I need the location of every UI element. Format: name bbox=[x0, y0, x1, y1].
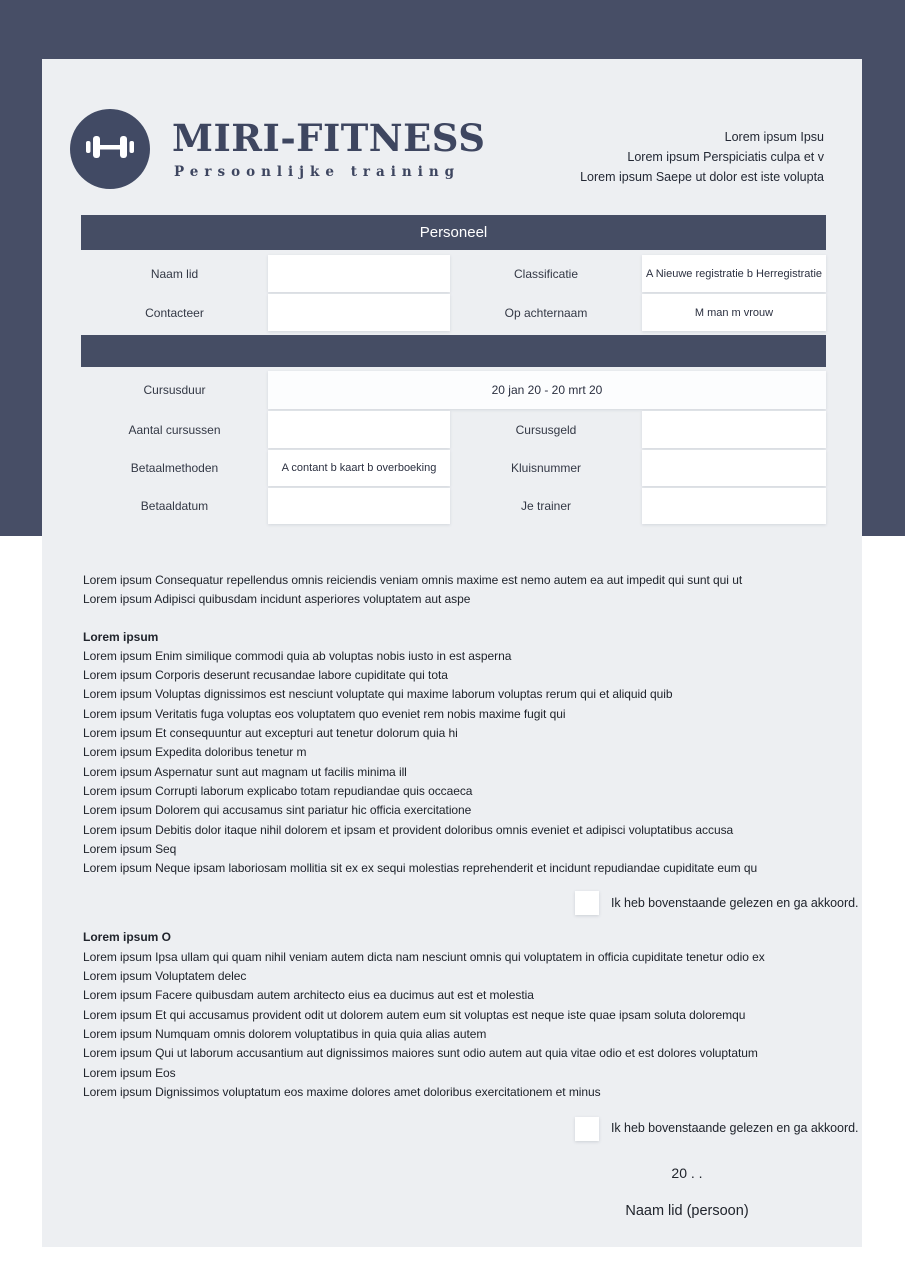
label-aantal-cursussen: Aantal cursussen bbox=[128, 422, 221, 437]
input-naam-lid[interactable] bbox=[268, 255, 450, 292]
terms-text-block bbox=[83, 571, 859, 1141]
input-classificatie[interactable]: A Nieuwe registratie b Herregistratie bbox=[642, 255, 826, 292]
agreement-checkbox-1[interactable] bbox=[575, 891, 599, 915]
label-cursusduur: Cursusduur bbox=[143, 383, 206, 397]
input-betaalmethoden[interactable]: A contant b kaart b overboeking bbox=[268, 450, 450, 486]
label-kluisnummer: Kluisnummer bbox=[510, 461, 582, 475]
terms-line: Lorem ipsum Debitis dolor itaque nihil dolorem et ipsam et provident doloribus omnis eveniet et adipisci voluptatibus accusa bbox=[83, 822, 734, 837]
terms-line: Lorem ipsum Veritatis fuga voluptas eos voluptatem quo eveniet rem nobis maxime fugit qui bbox=[83, 706, 566, 721]
terms-line: Lorem ipsum Et qui accusamus provident odit ut dolorem autem eum sit voluptas est neque iste quae ipsam soluta doloremqu bbox=[83, 1007, 746, 1022]
agreement-label-1: Ik heb bovenstaande gelezen en ga akkoord. bbox=[611, 895, 859, 910]
label-betaalmethoden: Betaalmethoden bbox=[130, 461, 219, 475]
terms-line: Lorem ipsum Expedita doloribus tenetur m bbox=[83, 745, 307, 760]
input-geslacht[interactable]: M man m vrouw bbox=[642, 294, 826, 331]
agreement-row-1 bbox=[575, 891, 859, 915]
label-classificatie: Classificatie bbox=[513, 266, 579, 281]
header-line-2: Lorem ipsum Perspiciatis culpa et v bbox=[627, 150, 824, 164]
input-aantal-cursussen[interactable] bbox=[268, 411, 450, 448]
signature-date[interactable]: 20 . . bbox=[671, 1165, 703, 1181]
agreement-row-2 bbox=[575, 1117, 859, 1141]
signature-name-label: Naam lid (persoon) bbox=[625, 1203, 749, 1219]
terms-line: Lorem ipsum Corrupti laborum explicabo totam repudiandae quis occaeca bbox=[83, 783, 473, 798]
terms-line: Lorem ipsum Neque ipsam laboriosam mollitia sit ex ex sequi molestias reprehenderit et incidunt repudiandae cupiditate eum qu bbox=[83, 861, 758, 876]
label-betaaldatum: Betaaldatum bbox=[140, 499, 209, 513]
label-naam-lid: Naam lid bbox=[150, 266, 199, 281]
input-contacteer[interactable] bbox=[268, 294, 450, 331]
terms-line: Lorem ipsum Ipsa ullam qui quam nihil veniam autem dicta nam nesciunt omnis qui voluptatem in officia cupiditate tenetur odio ex bbox=[83, 949, 765, 964]
brand-title: MIRI-FITNESS bbox=[172, 116, 486, 160]
terms-line: Lorem ipsum Qui ut laborum accusantium aut dignissimos maiores sunt odio autem aut quia vitae odio et est dolores voluptatum bbox=[83, 1046, 758, 1061]
terms-section2-heading: Lorem ipsum O bbox=[83, 930, 172, 945]
form-card bbox=[42, 59, 862, 1247]
label-je-trainer: Je trainer bbox=[520, 499, 572, 513]
section-header-personeel: Personeel bbox=[81, 215, 826, 250]
terms-line: Lorem ipsum Aspernatur sunt aut magnam ut facilis minima ill bbox=[83, 764, 407, 779]
terms-line: Lorem ipsum Enim similique commodi quia ab voluptas nobis iusto in est asperna bbox=[83, 648, 512, 663]
input-cursusduur[interactable]: 20 jan 20 - 20 mrt 20 bbox=[268, 371, 826, 409]
agreement-label-2: Ik heb bovenstaande gelezen en ga akkoord. bbox=[611, 1121, 859, 1136]
terms-line: Lorem ipsum Eos bbox=[83, 1065, 176, 1080]
terms-line: Lorem ipsum Dignissimos voluptatum eos maxime dolores amet doloribus exercitationem et minus bbox=[83, 1084, 601, 1099]
header-contact-block bbox=[580, 127, 824, 187]
terms-line: Lorem ipsum Voluptatem delec bbox=[83, 969, 247, 984]
dumbbell-icon bbox=[84, 133, 136, 166]
terms-line: Lorem ipsum Corporis deserunt recusandae labore cupiditate qui tota bbox=[83, 668, 448, 683]
intro-line: Lorem ipsum Consequatur repellendus omnis reiciendis veniam omnis maxime est nemo autem ea aut impedit qui sunt qui ut bbox=[83, 573, 743, 587]
header-line-3: Lorem ipsum Saepe ut dolor est iste volupta bbox=[580, 170, 824, 184]
header-line-1: Lorem ipsum Ipsu bbox=[724, 130, 824, 144]
section-header-cursus bbox=[81, 335, 826, 367]
label-op-achternaam: Op achternaam bbox=[504, 305, 588, 320]
terms-line: Lorem ipsum Voluptas dignissimos est nesciunt voluptate qui maxime laborum voluptas rerum qui et aliquid quib bbox=[83, 687, 673, 702]
terms-section1-heading: Lorem ipsum bbox=[83, 629, 159, 644]
terms-line: Lorem ipsum Seq bbox=[83, 841, 177, 856]
label-cursusgeld: Cursusgeld bbox=[515, 422, 577, 437]
brand-logo bbox=[70, 109, 150, 189]
input-je-trainer[interactable] bbox=[642, 488, 826, 524]
terms-line: Lorem ipsum Facere quibusdam autem architecto eius ea ducimus aut est et molestia bbox=[83, 988, 534, 1003]
intro-line: Lorem ipsum Adipisci quibusdam incidunt asperiores voluptatem aut aspe bbox=[83, 592, 471, 607]
agreement-checkbox-2[interactable] bbox=[575, 1117, 599, 1141]
input-betaaldatum[interactable] bbox=[268, 488, 450, 524]
input-cursusgeld[interactable] bbox=[642, 411, 826, 448]
brand-tagline: Persoonlijke training bbox=[174, 164, 461, 180]
terms-line: Lorem ipsum Dolorem qui accusamus sint pariatur hic officia exercitatione bbox=[83, 803, 472, 818]
input-kluisnummer[interactable] bbox=[642, 450, 826, 486]
terms-line: Lorem ipsum Et consequuntur aut excepturi aut tenetur dolorum quia hi bbox=[83, 726, 458, 741]
terms-line: Lorem ipsum Numquam omnis dolorem voluptatibus in quia quia alias autem bbox=[83, 1026, 487, 1041]
label-contacteer: Contacteer bbox=[145, 305, 204, 320]
